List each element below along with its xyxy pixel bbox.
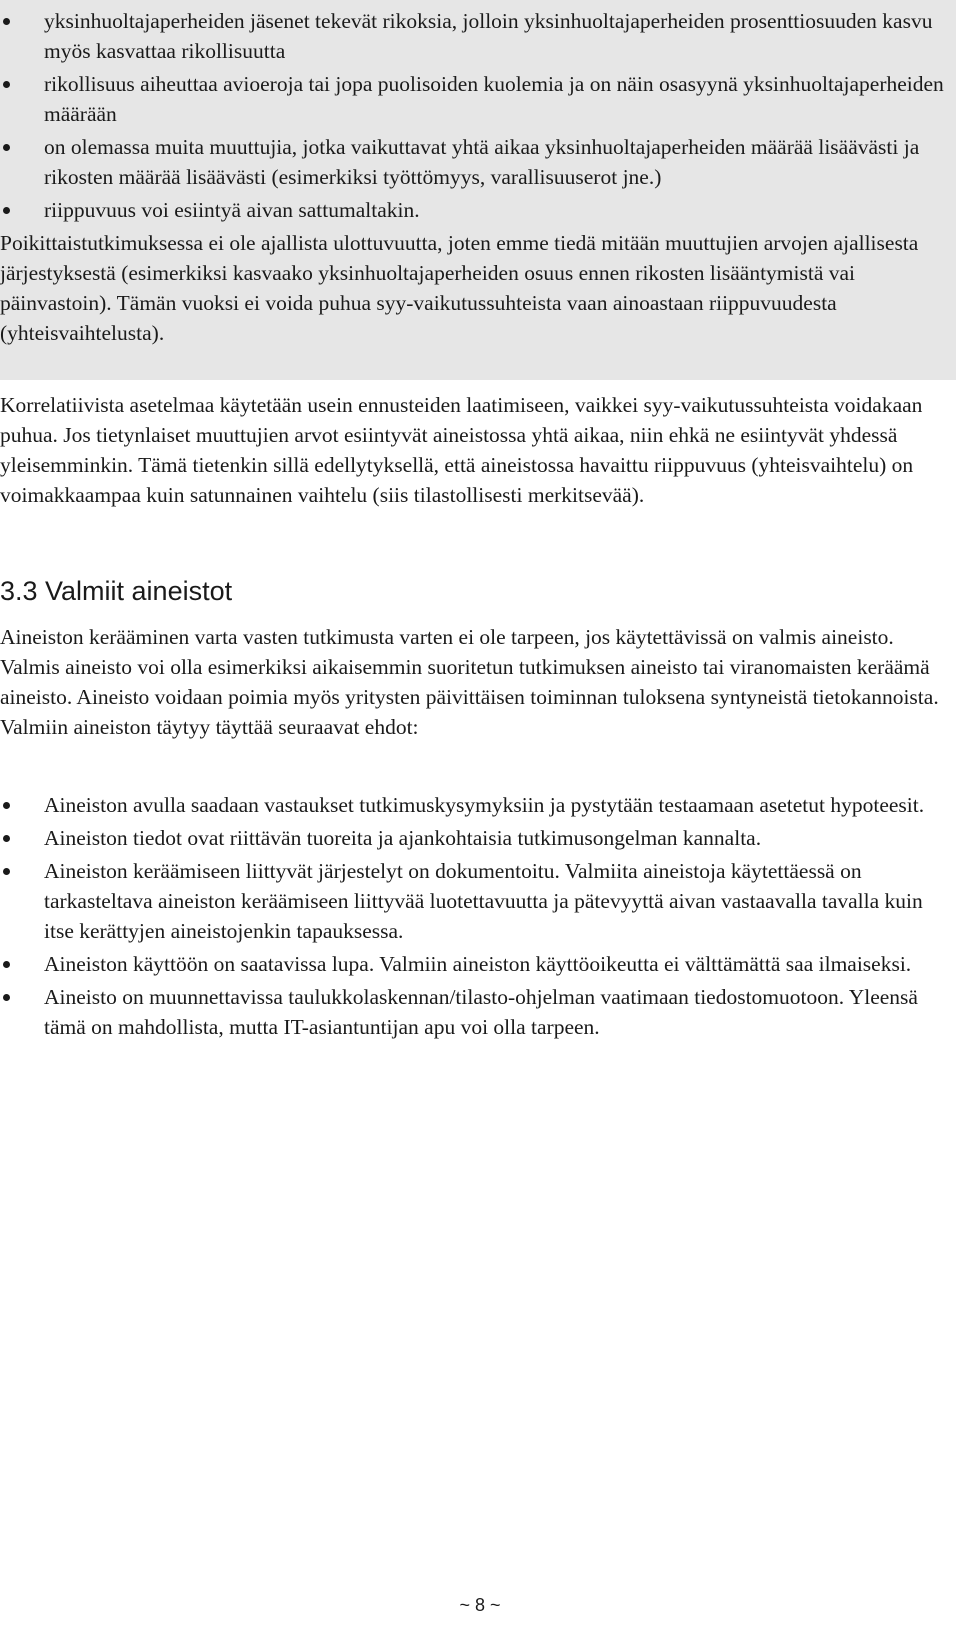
list-item-text: rikollisuus aiheuttaa avioeroja tai jopa puolisoiden kuolemia ja on näin osasyynä yksinhuoltajaperheiden määrään	[44, 72, 944, 126]
list-item	[0, 69, 956, 129]
list-item	[0, 790, 950, 820]
list-item	[0, 195, 956, 225]
ready-data-section	[0, 622, 950, 742]
section-heading: 3.3 Valmiit aineistot	[0, 576, 233, 606]
correlation-paragraph: Korrelatiivista asetelmaa käytetään usein ennusteiden laatimiseen, vaikkei syy-vaikutussuhteista voidakaan puhua. Jos tietynlaiset muuttujien arvot esiintyvät aineistossa yhtä aikaa, niin ehkä ne esiintyvät yhdessä yleisemminkin. Tämä tietenkin sillä edellytyksellä, että aineistossa havaittu riippuvuus (yhteisvaihtelu) on voimakkaampaa kuin satunnainen vaihtelu (siis tilastollisesti merkitsevää).	[0, 393, 923, 507]
shaded-box	[0, 0, 956, 380]
conditions-list	[0, 790, 950, 1042]
list-item-text: Aineiston tiedot ovat riittävän tuoreita ja ajankohtaisia tutkimusongelman kannalta.	[44, 826, 762, 850]
page-number: ~ 8 ~	[459, 1595, 501, 1615]
list-item	[0, 949, 950, 979]
bullet-icon	[3, 961, 10, 968]
cross-sectional-paragraph: Poikittaistutkimuksessa ei ole ajallista ulottuvuutta, joten emme tiedä mitään muuttujien arvojen ajallisesta järjestyksestä (esimerkiksi kasvaako yksinhuoltajaperheiden osuus ennen rikosten lisääntymistä vai päinvastoin). Tämän vuoksi ei voida puhua syy-vaikutussuhteista vaan ainoastaan riippuvuudesta (yhteisvaihtelusta).	[0, 231, 919, 345]
list-item-text: yksinhuoltajaperheiden jäsenet tekevät rikoksia, jolloin yksinhuoltajaperheiden prosenttiosuuden kasvu myös kasvattaa rikollisuutta	[44, 9, 933, 63]
bullet-icon	[3, 207, 10, 214]
list-item	[0, 823, 950, 853]
bullet-icon	[3, 802, 10, 809]
list-item-text: Aineiston käyttöön on saatavissa lupa. Valmiin aineiston käyttöoikeutta ei välttämättä saa ilmaiseksi.	[44, 952, 912, 976]
bullet-icon	[3, 868, 10, 875]
correlation-section	[0, 390, 950, 510]
ready-data-paragraph: Aineiston kerääminen varta vasten tutkimusta varten ei ole tarpeen, jos käytettävissä on valmis aineisto. Valmis aineisto voi olla esimerkiksi aikaisemmin suoritetun tutkimuksen aineisto tai viranomaisten keräämä aineisto. Aineisto voidaan poimia myös yritysten päivittäisen toiminnan tuloksena syntyneistä tietokannoista. Valmiin aineiston täytyy täyttää seuraavat ehdot:	[0, 625, 939, 739]
list-item-text: Aineiston keräämiseen liittyvät järjestelyt on dokumentoitu. Valmiita aineistoja käytettäessä on tarkasteltava aineiston keräämiseen liittyvää luotettavuutta ja pätevyyttä aivan vastaavalla tavalla kuin itse kerättyjen aineistojenkin tapauksessa.	[44, 859, 923, 943]
list-item	[0, 6, 956, 66]
causal-explanations-list	[0, 0, 956, 225]
list-item-text: on olemassa muita muuttujia, jotka vaikuttavat yhtä aikaa yksinhuoltajaperheiden määrää lisäävästi ja rikosten määrää lisäävästi (esimerkiksi työttömyys, varallisuuserot jne.)	[44, 135, 920, 189]
conditions-section	[0, 790, 950, 1045]
list-item-text: Aineiston avulla saadaan vastaukset tutkimuskysymyksiin ja pystytään testaamaan asetetut hypoteesit.	[44, 793, 925, 817]
bullet-icon	[3, 835, 10, 842]
bullet-icon	[3, 144, 10, 151]
list-item-text: Aineisto on muunnettavissa taulukkolaskennan/tilasto-ohjelman vaatimaan tiedostomuotoon. Yleensä tämä on mahdollista, mutta IT-asiantuntijan apu voi olla tarpeen.	[44, 985, 918, 1039]
list-item	[0, 856, 950, 946]
list-item	[0, 132, 956, 192]
list-item	[0, 982, 950, 1042]
bullet-icon	[3, 994, 10, 1001]
bullet-icon	[3, 18, 10, 25]
list-item-text: riippuvuus voi esiintyä aivan sattumaltakin.	[44, 198, 420, 222]
bullet-icon	[3, 81, 10, 88]
